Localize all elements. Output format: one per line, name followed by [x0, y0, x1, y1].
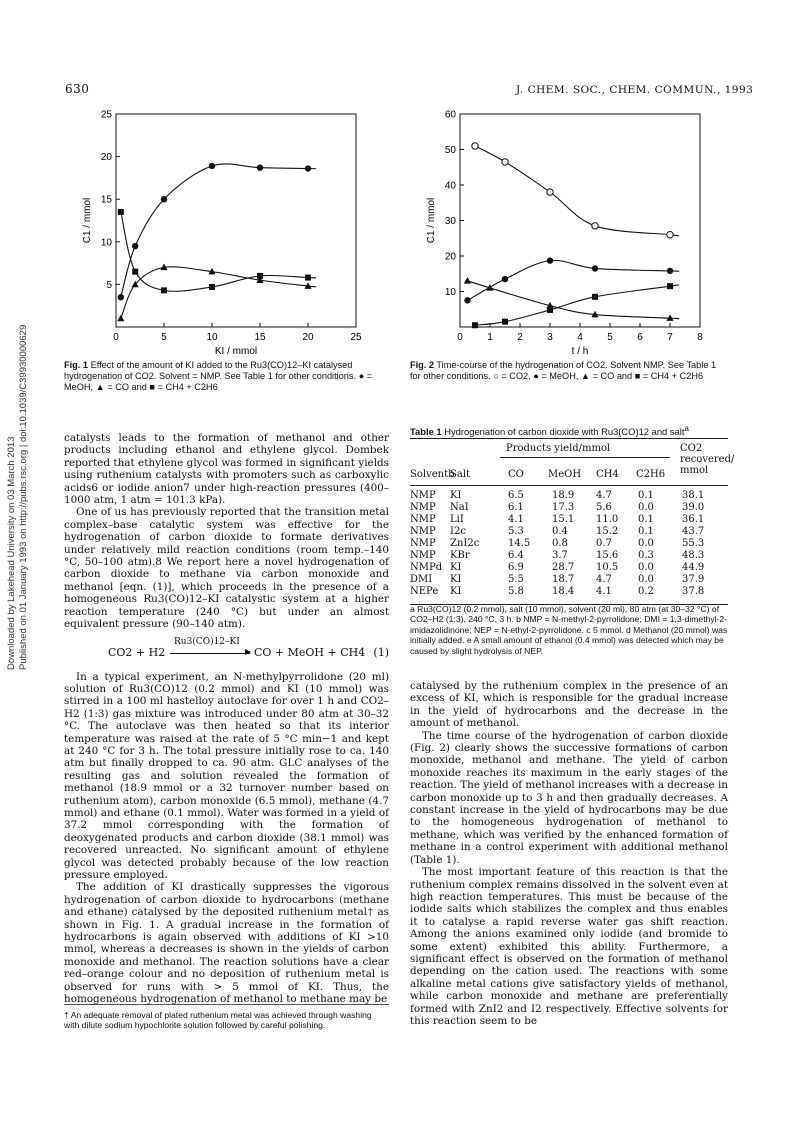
data-point-hydrocarbons: [257, 273, 263, 279]
table-1-cell: 3.7: [552, 550, 568, 561]
equation-1: [64, 637, 389, 667]
table-1-cell: NMP: [410, 538, 436, 549]
table-1-cell: KBr: [450, 550, 470, 561]
th-ch4: CH4: [596, 469, 619, 480]
x-tick-label: 7: [667, 332, 673, 343]
table-1-cell: 6.4: [508, 550, 524, 561]
x-tick-label: 1: [487, 332, 493, 343]
x-tick-label: 4: [577, 332, 583, 343]
figure-2-caption-text: Time-course of the hydrogenation of CO2. Solvent NMP. See Table 1 for other conditions. ○ = CO2, ● = MeOH, ▲ = CO and ■ = CH4 + C2H6: [410, 360, 717, 381]
table-1-cell: I2c: [450, 526, 466, 537]
x-tick-label: 25: [350, 332, 362, 343]
equation-arrowhead: [245, 649, 251, 655]
x-tick-label: 20: [302, 332, 314, 343]
right-column: [410, 680, 728, 1027]
plot-frame: [116, 114, 356, 327]
data-point-hydrocarbons: [132, 269, 138, 275]
table-1-cell: 18.9: [552, 490, 575, 501]
table-1-cell: 6.5: [508, 490, 524, 501]
equation-arrow: [170, 653, 250, 654]
left-paragraph-1: catalysts leads to the formation of methanol and other products including ethanol and ethylene glycol. Dombek reported that ethylene glycol was formed in significant yields using ruthenium catalysts with promoters such as carboxylic acids6 or iodide anion7 under high-reaction pressures (400–1000 atm, 1 atm = 101.3 kPa).: [64, 432, 389, 507]
left-paragraph-4: The addition of KI drastically suppresses the vigorous hydrogenation of carbon dioxide to hydrocarbons (methane and ethane) catalysed by the deposited ruthenium metal† as shown in Fig. 1. A gradual increase in the formation of hydrocarbons is again observed with additions of KI >10 mmol, whereas a decreases is shown in the yields of carbon monoxide and methanol. The reaction solutions have a clear red–orange colour and no deposition of ruthenium metal is observed for runs with > 5 mmol of KI. Thus, the homogeneous hydrogenation of methanol to methane may be: [64, 881, 389, 1006]
data-point-meoh: [257, 164, 263, 170]
table-1-cell: 6.9: [508, 562, 524, 573]
y-tick-label: 40: [444, 180, 456, 192]
data-point-meoh: [209, 163, 215, 169]
table-1-title-text: Hydrogenation of carbon dioxide with Ru3(CO)12 and salt: [444, 426, 685, 438]
table-1-cell: NaI: [450, 502, 469, 513]
table-1-cell: NMP: [410, 526, 436, 537]
figure-2-chart: [412, 100, 722, 360]
table-1-cell: 39.0: [682, 502, 705, 513]
data-point-hydrocarbons: [592, 294, 598, 300]
table-1-cell: 18.7: [552, 574, 575, 585]
data-point-meoh: [118, 294, 124, 300]
table-1-cell: KI: [450, 490, 462, 501]
x-tick-label: 6: [637, 332, 643, 343]
page-number: 630: [65, 82, 90, 96]
table-1-cell: 4.7: [596, 490, 612, 501]
y-axis-label: C1 / mmol: [426, 197, 437, 244]
table-1-cell: 0.1: [638, 514, 654, 525]
x-tick-label: 5: [607, 332, 613, 343]
table-1-cell: 0.7: [596, 538, 612, 549]
data-point-hydrocarbons: [305, 275, 311, 281]
table-1-group-header: Products yield/mmol: [506, 443, 611, 454]
table-1-cell: LiI: [450, 514, 464, 525]
x-tick-label: 0: [113, 332, 119, 343]
data-point-meoh: [464, 297, 470, 303]
data-point-hydrocarbons: [667, 283, 673, 289]
table-1-cell: NMP: [410, 514, 436, 525]
footnote-rule: [64, 1004, 389, 1005]
table-1-title: [410, 424, 728, 437]
table-1-cell: 15.2: [596, 526, 619, 537]
y-tick-label: 20: [444, 251, 456, 263]
equation-catalyst: Ru3(CO)12–KI: [174, 636, 240, 647]
x-tick-label: 10: [206, 332, 218, 343]
table-1-cell: 48.3: [682, 550, 705, 561]
data-point-co: [117, 315, 124, 322]
table-1-cell: KI: [450, 586, 462, 597]
table-1-cell: 0.2: [638, 586, 654, 597]
table-1-cell: 5.8: [508, 586, 524, 597]
table-1-cell: 0.0: [638, 562, 654, 573]
figure-2-label: Fig. 2: [410, 360, 434, 370]
x-tick-label: 8: [697, 332, 703, 343]
data-point-co2: [472, 143, 478, 149]
table-1-cell: 10.5: [596, 562, 619, 573]
table-1-cell: 14.5: [508, 538, 531, 549]
footnote-dagger: † An adequate removal of plated ruthenium metal was achieved through washing with dilute sodium hypochlorite solution followed by careful polishing.: [64, 1010, 372, 1031]
table-1-cell: 36.1: [682, 514, 705, 525]
table-1-cell: 17.3: [552, 502, 575, 513]
table-1-cell: NMP: [410, 502, 436, 513]
data-point-meoh: [132, 243, 138, 249]
figure-1-caption: [64, 360, 389, 393]
table-1-cell: NMP: [410, 550, 436, 561]
table-1-cell: 6.1: [508, 502, 524, 513]
right-paragraph-3: The most important feature of this reaction is that the ruthenium complex remains dissolved in the solvent even at high reaction temperatures. This must be because of the iodide salts which stabilizes the complex and thus enables it to catalyse a rapid reverse water gas shift reaction. Among the anions examined only iodide (and bromide to some extent) exhibited this ability. Furthermore, a significant effect is observed on the formation of methanol depending on the cation used. The reactions with some alkaline metal cations give satisfactory yields of methanol, while carbon monoxide and methane are preferentially formed with ZnI2 and I2 respectively. Effective solvents for this reaction seem to be: [410, 866, 728, 1027]
data-point-hydrocarbons: [118, 209, 124, 215]
table-1-cell: 0.0: [638, 574, 654, 585]
right-paragraph-2: The time course of the hydrogenation of carbon dioxide (Fig. 2) clearly shows the successive formations of carbon monoxide, methanol and methane. The yield of carbon monoxide reaches its maximum in the early stages of the reaction. The yield of methanol increases with a decrease in carbon monoxide up to 3 h and then gradually decreases. A constant increase in the yield of hydrocarbons may be due to the homogeneous hydrogenation of methanol to methane, which was verified by the enhanced formation of methane in a control experiment with additional methanol (Table 1).: [410, 729, 728, 866]
table-1-cell: 43.7: [682, 526, 705, 537]
equation-lhs: CO2 + H2: [108, 645, 166, 659]
table-1-cell: 5.5: [508, 574, 524, 585]
data-point-hydrocarbons: [547, 307, 553, 313]
th-c2h6: C2H6: [636, 469, 666, 480]
table-1-cell: 4.7: [596, 574, 612, 585]
x-tick-label: 15: [254, 332, 266, 343]
table-1-cell: 0.8: [552, 538, 568, 549]
table-1-cell: 38.1: [682, 490, 705, 501]
y-tick-label: 10: [444, 287, 456, 298]
table-1: [410, 438, 735, 605]
data-point-meoh: [547, 257, 553, 263]
data-point-meoh: [667, 268, 673, 274]
th-co: CO: [508, 469, 524, 480]
download-sidebar: [2, 250, 30, 670]
equation-number: (1): [373, 645, 389, 659]
table-1-cell: KI: [450, 574, 462, 585]
series-line: [121, 164, 316, 297]
table-1-cell: 0.0: [638, 502, 654, 513]
x-tick-label: 0: [457, 332, 463, 343]
table-1-cell: 0.1: [638, 526, 654, 537]
table-1-cell: 0.0: [638, 538, 654, 549]
published-notice: Published on 01 January 1993 on http://pubs.rsc.org | doi:10.1039/C39930000629: [18, 324, 29, 670]
journal-header: J. CHEM. SOC., CHEM. COMMUN., 1993: [516, 84, 754, 96]
data-point-co2: [667, 232, 673, 238]
x-tick-label: 2: [517, 332, 523, 343]
table-1-cell: 15.1: [552, 514, 575, 525]
series-line: [121, 267, 316, 319]
y-tick-label: 10: [100, 237, 112, 249]
table-1-cell: 0.3: [638, 550, 654, 561]
table-1-header: [410, 439, 735, 485]
table-1-cell: 0.1: [638, 490, 654, 501]
y-tick-label: 50: [444, 145, 456, 156]
left-paragraph-2: One of us has previously reported that the transition metal complex–base catalytic system was effective for the hydrogenation of carbon dioxide to formate derivatives under relatively mild reaction conditions (room temp.–140 °C, 50–100 atm).8 We report here a novel hydrogenation of carbon dioxide to methane via carbon monoxide and methanol [eqn. (1)], which proceeds in the presence of a homogeneous Ru3(CO)12–KI catalystic system at a higher reaction temperature (240 °C) but under an almost equivalent pressure (90–140 atm).: [64, 506, 389, 631]
downloaded-notice: Downloaded by Lakehead University on 03 March 2013: [6, 436, 17, 670]
x-tick-label: 3: [547, 332, 553, 343]
table-1-label: Table 1: [410, 426, 442, 438]
figure-1-caption-text: Effect of the amount of KI added to the Ru3(CO)12–KI catalysed hydrogenation of CO2. Solvent = NMP. See Table 1 for other conditions. ● = MeOH, ▲ = CO and ■ = CH4 + C2H6: [64, 360, 373, 392]
table-1-cell: 18.4: [552, 586, 575, 597]
data-point-meoh: [592, 265, 598, 271]
left-column: [64, 432, 389, 1005]
data-point-co2: [547, 189, 553, 195]
table-1-cell: ZnI2c: [450, 538, 480, 549]
data-point-meoh: [502, 276, 508, 282]
table-1-cell: 5.6: [596, 502, 612, 513]
table-1-cell: 0.4: [552, 526, 568, 537]
data-point-co2: [502, 159, 508, 165]
y-tick-label: 20: [100, 152, 112, 164]
x-axis-label: KI / mmol: [214, 346, 258, 357]
y-tick-label: 5: [106, 279, 112, 291]
y-tick-label: 15: [100, 194, 112, 206]
table-1-footnote: a Ru3(CO)12 (0.2 mmol), salt (10 mmol), solvent (20 ml), 80 atm (at 30–32 °C) of CO2–H2 (1:3), 240 °C, 3 h. b NMP = N-methyl-2-pyrrolidone; DMI = 1,3-dimethyl-2-imidazolidinone; NEP = N-ethyl-2-pyrrolidone. c 5 mmol. d Methanol (20 mmol) was initially added. e A small amount of ethanol (0.4 mmol) was detected which may be caused by slight hydrolysis of NEP.: [410, 604, 728, 656]
figure-1-label: Fig. 1: [64, 360, 88, 370]
y-tick-label: 60: [444, 109, 456, 121]
table-1-cell: 37.8: [682, 586, 705, 597]
table-1-cell: 4.1: [508, 514, 524, 525]
figure-2-caption: [410, 360, 728, 382]
table-1-body: [410, 490, 728, 602]
data-point-hydrocarbons: [472, 322, 478, 328]
table-1-title-sup: a: [684, 424, 689, 433]
table-1-co2-header: CO2 recovered/ mmol: [680, 443, 735, 476]
series-line: [468, 281, 679, 319]
table-1-cell: 28.7: [552, 562, 575, 573]
table-1-cell: NMP: [410, 490, 436, 501]
table-1-cell: 44.9: [682, 562, 705, 573]
table-1-cell: 4.1: [596, 586, 612, 597]
series-line: [121, 212, 316, 291]
th-solvent: Solventb: [410, 469, 455, 480]
table-1-cell: NEPe: [410, 586, 439, 597]
figure-1-chart: [60, 100, 370, 360]
y-tick-label: 30: [444, 216, 456, 227]
plot-frame: [460, 114, 700, 327]
data-point-meoh: [305, 165, 311, 171]
equation-rhs: CO + MeOH + CH4: [254, 645, 366, 659]
data-point-hydrocarbons: [161, 287, 167, 293]
data-point-hydrocarbons: [209, 284, 215, 290]
table-1-cell: KI: [450, 562, 462, 573]
table-1-cell: NMPd: [410, 562, 443, 573]
series-line: [468, 260, 679, 300]
table-1-cell: 55.3: [682, 538, 705, 549]
th-salt: Salt: [450, 469, 471, 480]
data-point-meoh: [161, 196, 167, 202]
table-1-cell: 37.9: [682, 574, 705, 585]
y-tick-label: 25: [100, 109, 112, 121]
data-point-hydrocarbons: [502, 319, 508, 325]
x-tick-label: 5: [161, 332, 167, 343]
table-1-cell: 15.6: [596, 550, 619, 561]
table-1-cell: 5.3: [508, 526, 524, 537]
data-point-co: [464, 277, 471, 284]
table-1-cell: DMI: [410, 574, 433, 585]
right-paragraph-1: catalysed by the ruthenium complex in the presence of an excess of KI, which is responsible for the gradual increase in the yield of hydrocarbons and the decrease in the amount of methanol.: [410, 680, 728, 730]
left-paragraph-3: In a typical experiment, an N-methylpyrrolidone (20 ml) solution of Ru3(CO)12 (0.2 mmol) and KI (10 mmol) was stirred in a 100 ml hastelloy autoclave for over 1 h and CO2–H2 (1:3) gas mixture was introduced under 80 atm at 30–32 °C. The autoclave was then heated so that its interior temperature was raised at the rate of 5 °C min−1 and kept at 240 °C for 3 h. The total pressure initially rose to ca. 140 atm but finally dropped to ca. 90 atm. GLC analyses of the resulting gas and solution revealed the formation of methanol (18.9 mmol or a 32 turnover number based on ruthenium atom), carbon monoxide (6.5 mmol), methane (4.7 mmol) and ethane (0.1 mmol). Water was formed in a yield of 37.2 mmol corresponding with the formation of deoxygenated products and carbon dioxide (38.1 mmol) was recovered unreacted. No significant amount of ethylene glycol was detected probably because of the low reaction pressure employed.: [64, 670, 389, 881]
x-axis-label: t / h: [571, 346, 589, 357]
th-meoh: MeOH: [548, 469, 582, 480]
y-axis-label: C1 / mmol: [82, 197, 93, 244]
data-point-co2: [592, 223, 598, 229]
table-1-cell: 11.0: [596, 514, 619, 525]
